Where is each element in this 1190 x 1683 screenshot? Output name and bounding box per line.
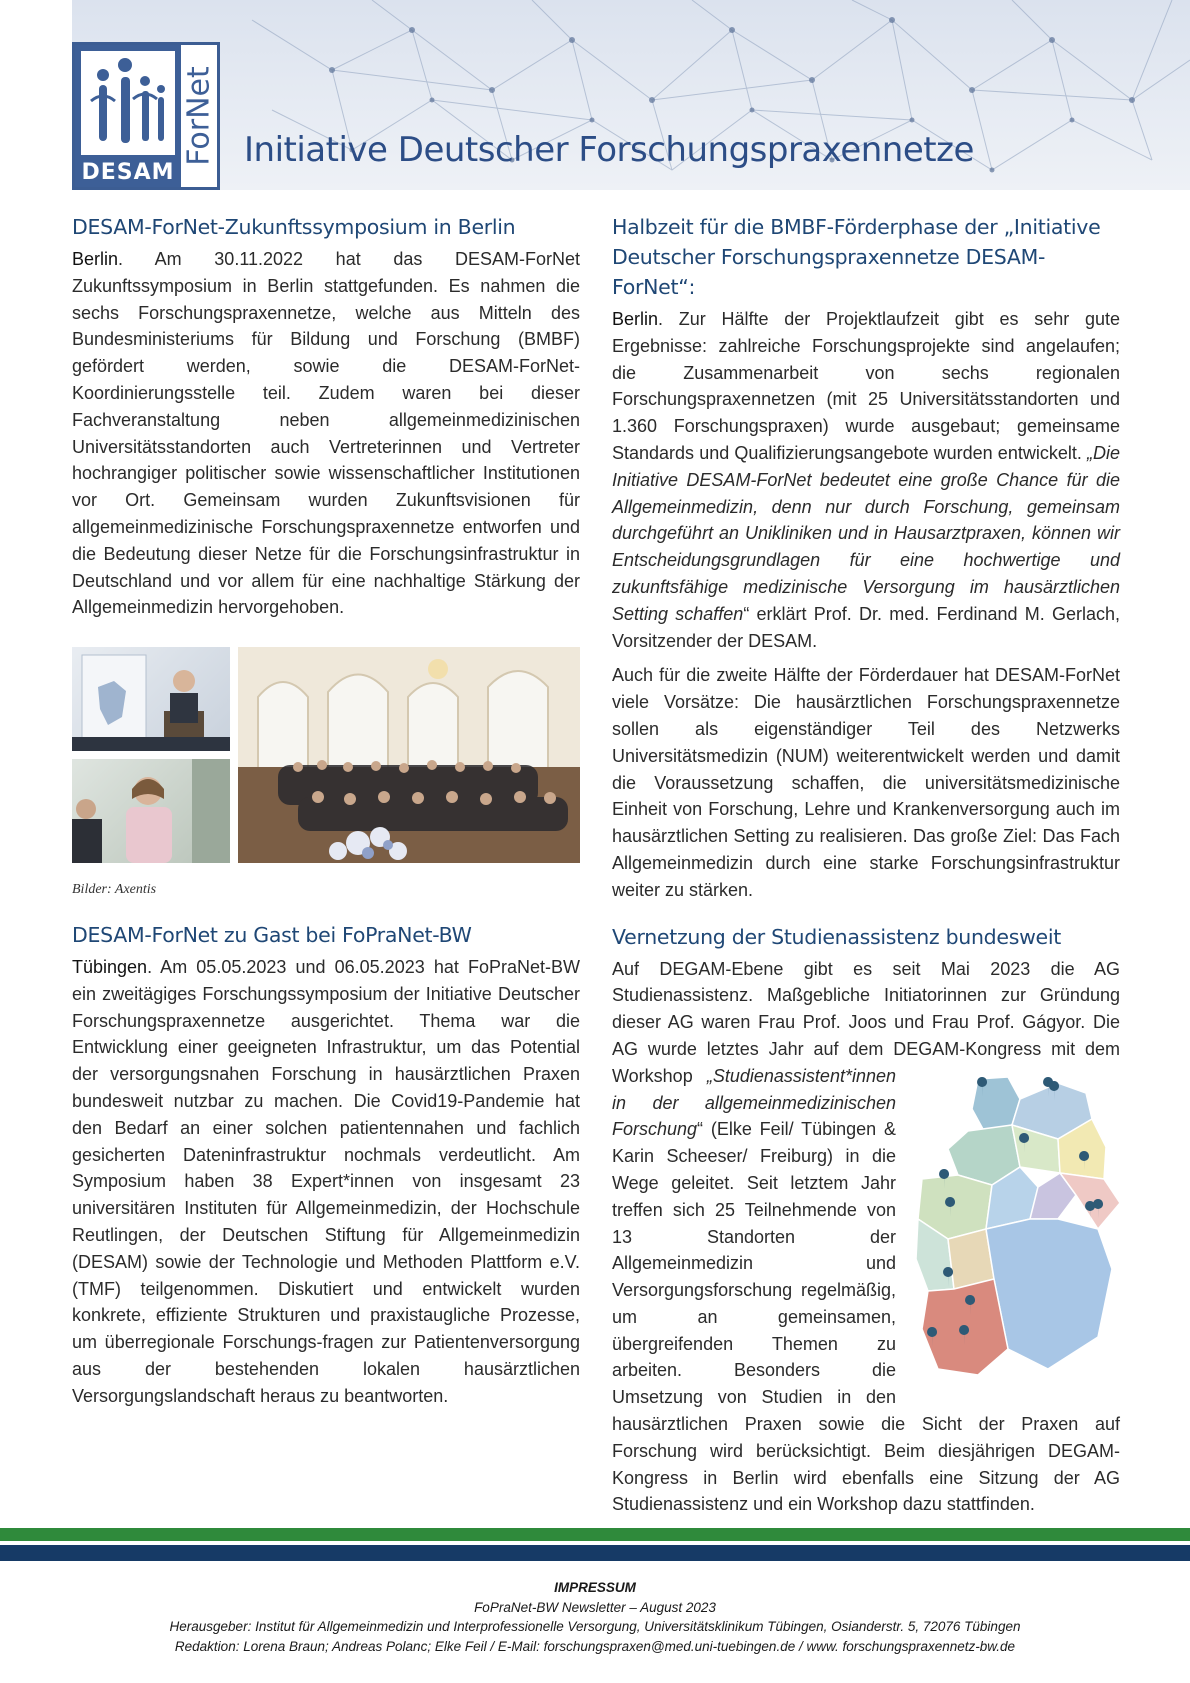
page-title: Initiative Deutscher Forschungspraxennetze <box>244 130 974 170</box>
article-halbzeit: Berlin. Zur Hälfte der Projektlaufzeit gibt es sehr gute Ergebnisse: zahlreiche Forschungsprojekte sind angelaufen; die Zusammenarbeit von sechs regionalen Forschungspraxennetzen (mit 25 Universitätsstandorten und 1.360 Forschungspraxen) wurde ausgebaut; gemeinsame Standards und Qualifizierungsangebote wurden entwickelt. „Die Initiative DESAM-ForNet bedeutet eine große Chance für die Allgemeinmedizin, denn nur durch Forschung, gemeinsam durchgeführt an Unikliniken und in Hausarztpraxen, können wir Entscheidungsgrundlagen für eine hochwertige und zukunftsfähige medizinische Versorgung im hausärztlichen Setting schaffen“ erklärt Prof. Dr. med. Ferdinand M. Gerlach, Vorsitzender der DESAM. <box>612 309 1120 651</box>
impressum <box>0 1578 1190 1656</box>
impressum-newsletter: FoPraNet-BW Newsletter – August 2023 <box>474 1599 716 1615</box>
audience-hall-photo <box>238 647 580 863</box>
section-heading-halbzeit: Halbzeit für die BMBF-Förderphase der „Initiative Deutscher Forschungspraxennetze DESAM-ForNet“: <box>612 215 1101 299</box>
footer-bar-blue <box>0 1545 1190 1561</box>
footer-bar-green <box>0 1528 1190 1541</box>
photo-caption: Bilder: Axentis <box>72 882 157 898</box>
speaker-photo <box>72 647 230 751</box>
left-column <box>72 212 580 1410</box>
panel-photo <box>72 759 230 863</box>
section-heading-fopranet-gast: DESAM-ForNet zu Gast bei FoPraNet-BW <box>72 922 472 947</box>
right-column <box>612 212 1120 1518</box>
section-heading-studienassistenz: Vernetzung der Studienassistenz bundesweit <box>612 924 1061 949</box>
article-lead-place: Berlin <box>612 309 659 329</box>
article-fopranet-gast <box>72 954 580 1410</box>
article-zukunftssymposium <box>72 246 580 621</box>
header-banner <box>72 0 1190 190</box>
article-lead-place: Tübingen <box>72 956 148 977</box>
section-heading-zukunftssymposium: DESAM-ForNet-Zukunftssymposium in Berlin <box>72 215 516 239</box>
impressum-publisher: Herausgeber: Institut für Allgemeinmedizin und Interprofessionelle Versorgung, Universitätsklinikum Tübingen, Osianderstr. 5, 72076 Tübingen <box>169 1619 1021 1634</box>
gerlach-quote: „Die Initiative DESAM-ForNet bedeutet eine große Chance für die Allgemeinmedizin, denn nur durch Forschung, gemeinsam durchgeführt an Unikliniken und in Hausarztpraxen, können wir Entscheidungsgrundlagen für eine hochwertige und zukunftsfähige medizinische Versorgung im hausärztlichen Setting schaffen <box>612 442 1120 624</box>
article-body: . Am 05.05.2023 und 06.05.2023 hat FoPraNet-BW ein zweitägiges Forschungssymposium der Initiative Deutscher Forschungspraxennetze ausgerichtet. Thema war die Entwicklung einer geeigneten Infrastruktur, um das Potential der versorgungsnahen Forschung in hausärztlichen Praxen bundesweit nutzbar zu machen. Die Covid19-Pandemie hat den Bedarf an einer solchen patientennahen und fachlich gesicherten Dateninfrastruktur nochmals verdeutlicht. Am Symposium haben 38 Expert*innen von insgesamt 23 universitären Instituten für Allgemeinmedizin, der Hochschule Reutlingen, der Deutschen Stiftung für Allgemeinmedizin (DESAM) sowie der Technologie und Methoden Plattform e.V. (TMF) teilgenommen. Diskutiert und entwickelt wurden konkrete, effiziente Strukturen und praxistaugliche Prozesse, um überregionale Forschungs-fragen zur Patientenversorgung aus der bestehenden lokalen hausärztlichen Versorgungslandschaft heraus zu beantworten. <box>72 956 580 1406</box>
desam-fornet-logo <box>72 42 220 190</box>
article-studienassistenz: Auf DEGAM-Ebene gibt es seit Mai 2023 die AG Studienassistenz. Maßgebliche Initiatorinnen zur Gründung dieser AG waren Frau Prof. Joos und Frau Prof. Gágyor. Die AG wurde letztes Jahr auf dem DEGAM-Kongress mit dem Workshop „Studienassistent*innen in der allgemeinmedizinischen Forschung“ (Elke Feil/ Tübingen & Karin Scheeser/ Freiburg) in die Wege geleitet. Seit letztem Jahr treffen sich 25 Teilnehmende von 13 Standorten der Allgemeinmedizin und Versorgungsforschung regelmäßig, um an gemeinsamen, übergreifenden Themen zu arbeiten. Besonders die Umsetzung von Studien in den hausärztlichen Praxen sowie die Sicht der Praxen auf Forschung wird berücksichtigt. Beim diesjährigen DEGAM-Kongress in Berlin wird ebenfalls eine Sitzung der AG Studienassistenz und ein Workshop dazu stattfinden. <box>612 956 1120 1519</box>
germany-network-map <box>908 1069 1126 1387</box>
article-lead-place: Berlin <box>72 249 119 269</box>
logo-desam-text: DESAM <box>81 160 175 185</box>
impressum-editors: Redaktion: Lorena Braun; Andreas Polanc; Elke Feil / E-Mail: forschungspraxen@med.uni-tuebingen.de / www. forschungspraxennetz-bw.de <box>174 1638 1016 1654</box>
logo-fornet-text: ForNet <box>181 66 217 166</box>
article-halbzeit-vorsaetze: Auch für die zweite Hälfte der Förderdauer hat DESAM-ForNet viele Vorsätze: Die hausärztlichen Forschungspraxennetze sollen als eigenständiger Teil des Netzwerks Universitätsmedizin (NUM) weiterentwickelt werden und damit die Voraussetzung schaffen, die universitätsmedizinische Einheit von Forschung, Lehre und Krankenversorgung auch im hausärztlichen Setting zu realisieren. Das große Ziel: Das Fach Allgemeinmedizin durch eine starke Forschungsinfrastruktur weiter zu stärken. <box>612 665 1120 900</box>
impressum-title: IMPRESSUM <box>554 1580 636 1595</box>
workshop-title: „Studienassistent*innen in der allgemeinmedizinischen Forschung <box>612 1065 896 1140</box>
logo-figures-icon <box>81 51 175 155</box>
event-photo-collage <box>72 647 580 863</box>
article-body: . Am 30.11.2022 hat das DESAM-ForNet Zukunftssymposium in Berlin stattgefunden. Es nahmen die sechs Forschungspraxennetze, welche aus Mitteln des Bundesministeriums für Bildung und Forschung (BMBF) gefördert werden, sowie die DESAM-ForNet-Koordinierungsstelle teil. Zudem waren bei dieser Fachveranstaltung neben allgemeinmedizinischen Universitätsstandorten auch Vertreterinnen und Vertreter hochrangiger politischer sowie wissenschaftlicher Institutionen vor Ort. Gemeinsam wurden Zukunftsvisionen für allgemeinmedizinische Forschungspraxennetze entworfen und die Bedeutung dieser Netze für die Forschungsinfrastruktur in Deutschland und vor allem für eine nachhaltige Stärkung der Allgemeinmedizin hervorgehoben. <box>72 249 580 618</box>
